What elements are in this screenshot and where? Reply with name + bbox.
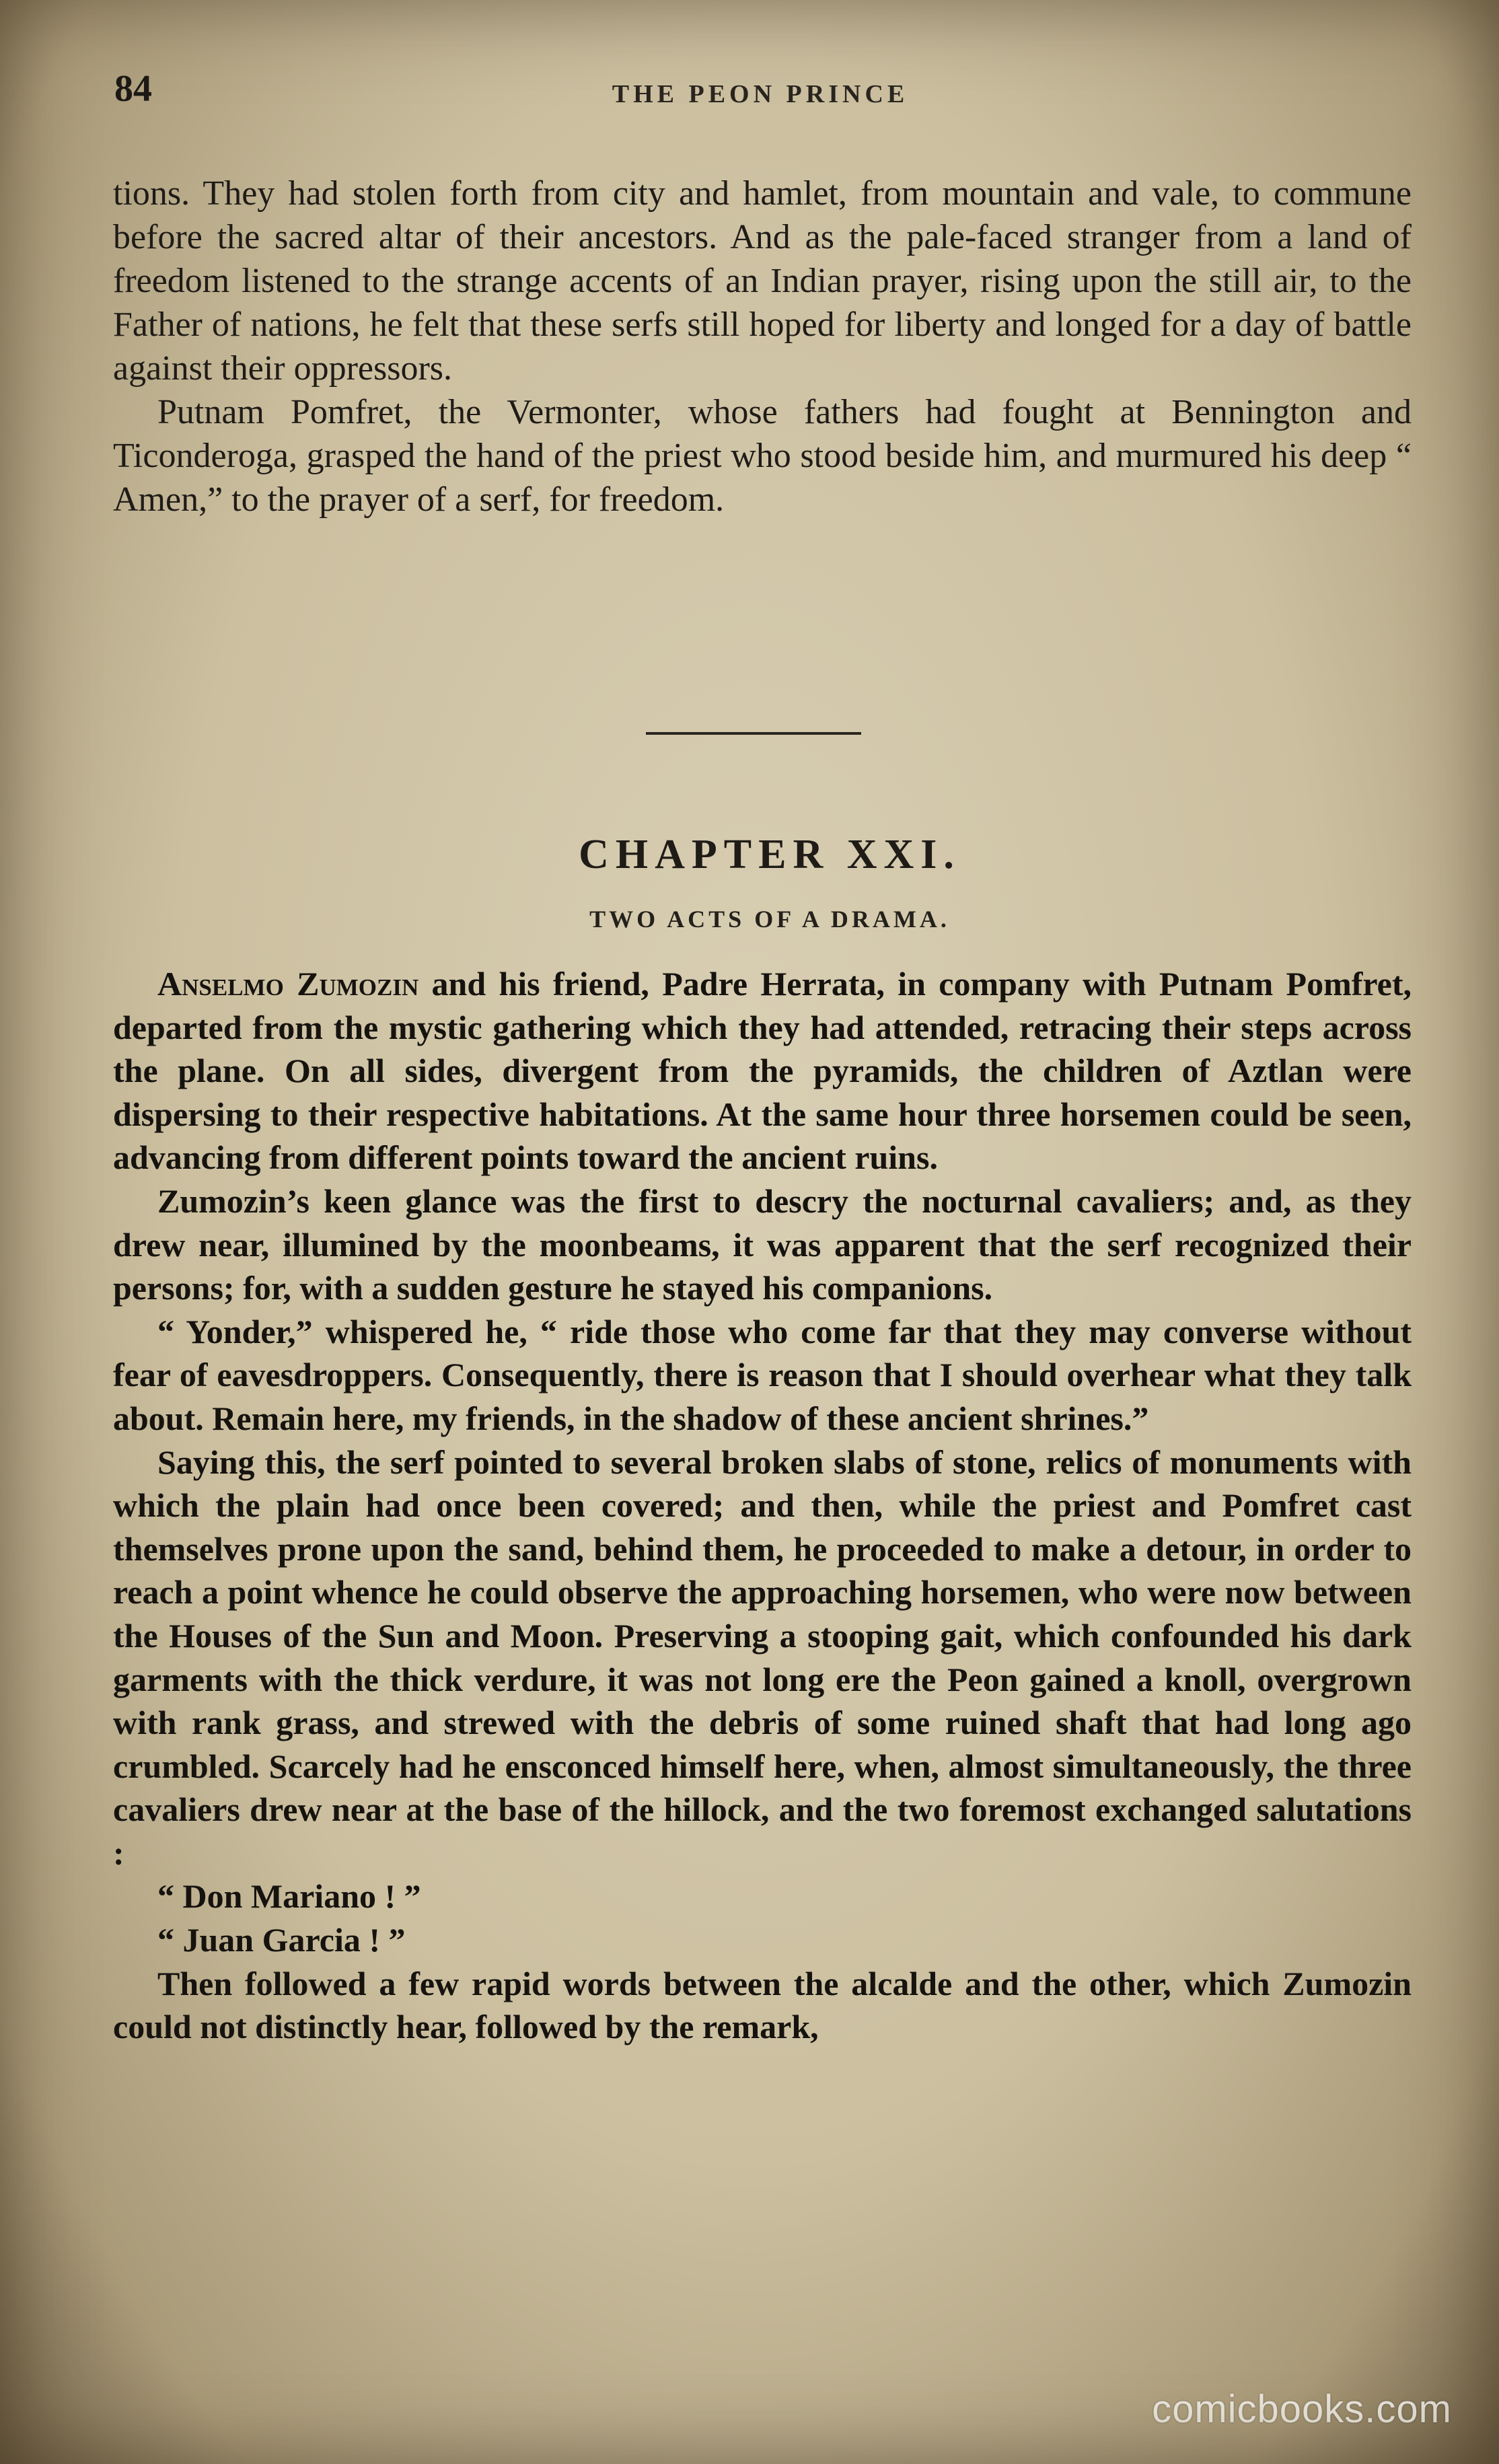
page-header bbox=[114, 67, 1406, 128]
paragraph: Zumozin’s keen glance was the first to descry the nocturnal cavaliers; and, as they drew near, illumined by the moonbeams, it was apparent that the serf recognized their persons; for, with a sudden gesture he stayed his companions. bbox=[113, 1182, 1412, 1307]
chapter-body bbox=[113, 962, 1412, 2049]
paragraph bbox=[113, 962, 1412, 1180]
page-number: 84 bbox=[114, 68, 152, 110]
paragraph: tions. They had stolen forth from city and hamlet, from mountain and vale, to commune before the sacred altar of their ancestors. And as the pale-faced stranger from a land of freedom listened to the strange accents of an Indian prayer, rising upon the still air, to the Father of nations, he felt that these serfs still hoped for liberty and longed for a day of battle against their oppressors. bbox=[113, 174, 1412, 388]
watermark: comicbooks.com bbox=[1152, 2387, 1452, 2431]
paragraph: Putnam Pomfret, the Vermonter, whose fathers had fought at Bennington and Ticonderoga, grasped the hand of the priest who stood beside him, and murmured his deep “ Amen,” to the prayer of a serf, for freedom. bbox=[113, 393, 1412, 519]
previous-chapter-text bbox=[113, 172, 1412, 521]
dialogue-line: “ Juan Garcia ! ” bbox=[157, 1921, 406, 1959]
paragraph: Then followed a few rapid words between the alcalde and the other, which Zumozin could not distinctly hear, followed by the remark, bbox=[113, 1964, 1412, 2046]
paragraph-text: and his friend, Padre Herrata, in company with Putnam Pomfret, departed from the mystic gathering which they had attended, retracing their steps across the plane. On all sides, divergent from the pyramids, the children of Aztlan were dispersing to their respective habitations. At the same hour three horsemen could be seen, advancing from different points toward the ancient ruins. bbox=[113, 965, 1412, 1177]
lead-name: Anselmo Zumozin bbox=[157, 965, 419, 1003]
paragraph: Saying this, the serf pointed to several broken slabs of stone, relics of monuments with which the plain had once been covered; and then, while the priest and Pomfret cast themselves prone upon the sand, behind them, he proceeded to make a detour, in order to reach a point whence he could observe the approaching horsemen, who were now between the Houses of the Sun and Moon. Preserving a stooping gait, which confounded his dark garments with the thick verdure, it was not long ere the Peon gained a knoll, overgrown with rank grass, and strewed with the debris of some ruined shaft that had long ago crumbled. Scarcely had he ensconced himself here, when, almost simultaneously, the three cavaliers drew near at the base of the hillock, and the two foremost exchanged salutations : bbox=[113, 1443, 1412, 1872]
section-divider bbox=[646, 732, 861, 735]
dialogue-line: “ Don Mariano ! ” bbox=[157, 1877, 421, 1916]
paragraph: “ Yonder,” whispered he, “ ride those who come far that they may converse without fear of eavesdroppers. Consequently, there is reason that I should overhear what they talk about. Remain here, my friends, in the shadow of these ancient shrines.” bbox=[113, 1312, 1412, 1437]
chapter-subtitle: TWO ACTS OF A DRAMA. bbox=[589, 906, 950, 933]
running-head: THE PEON PRINCE bbox=[612, 80, 909, 108]
chapter-title: CHAPTER XXI. bbox=[579, 832, 961, 877]
